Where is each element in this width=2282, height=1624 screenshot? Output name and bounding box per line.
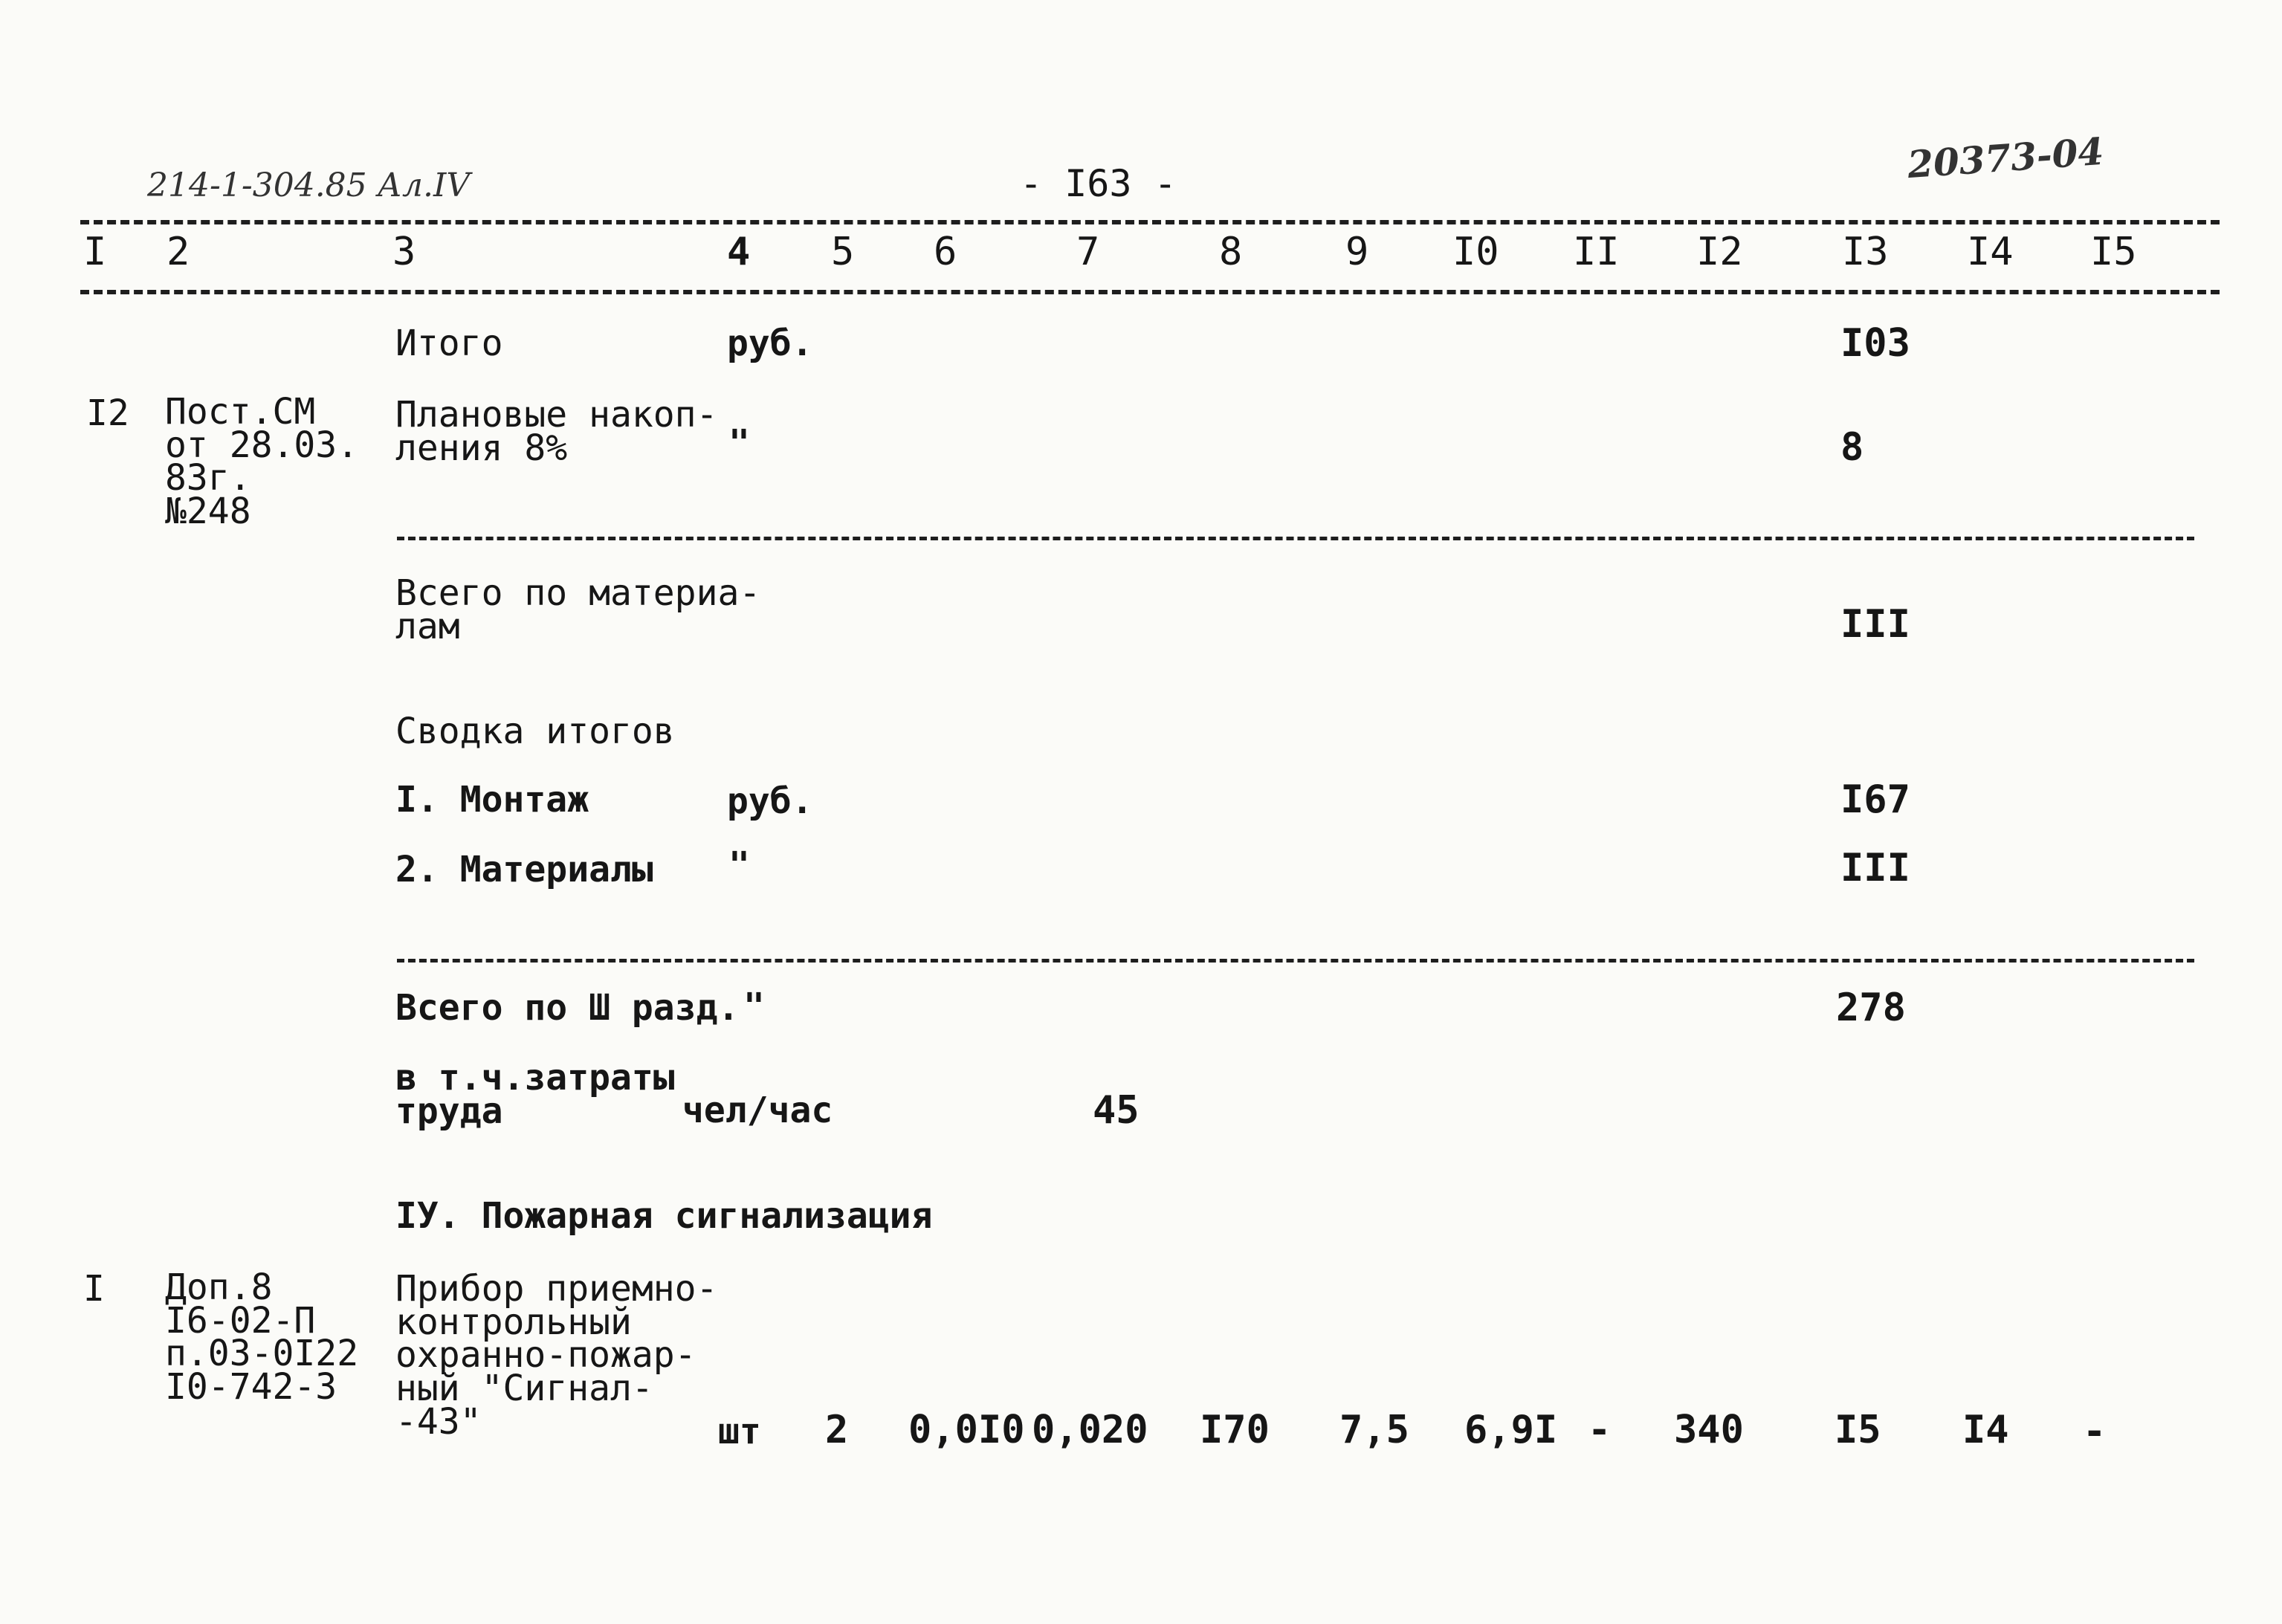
row-device-col5: 2 xyxy=(825,1408,849,1452)
row-itogo-label: Итого xyxy=(395,323,503,364)
column-number-11: II xyxy=(1573,230,1620,274)
row-device-col8: I70 xyxy=(1200,1408,1270,1452)
column-header-top-rule xyxy=(80,220,2220,224)
row-section-total-unit: " xyxy=(743,986,765,1027)
column-number-6: 6 xyxy=(934,230,957,274)
column-number-4: 4 xyxy=(727,230,751,274)
page-number: - I63 - xyxy=(1020,162,1177,205)
row-section-total-label: Всего по Ш разд. xyxy=(395,987,740,1029)
separator-materials xyxy=(397,537,2194,540)
summary-heading: Сводка итогов xyxy=(395,711,675,752)
row-labor-unit: чел/час xyxy=(682,1090,833,1131)
row-montazh-unit: руб. xyxy=(727,780,813,822)
column-number-14: I4 xyxy=(1967,230,2014,274)
document-stamp: 20373-04 xyxy=(1906,129,2105,187)
row-device-col14: I4 xyxy=(1962,1408,2009,1452)
row-itogo-total: I03 xyxy=(1840,321,1910,366)
row-section-total-value: 278 xyxy=(1836,986,1906,1030)
column-number-8: 8 xyxy=(1219,230,1243,274)
row-device-col11: - xyxy=(1588,1408,1612,1452)
column-number-1: I xyxy=(83,230,107,274)
row-device-col15: - xyxy=(2083,1409,2107,1454)
row-device-col12: 340 xyxy=(1674,1408,1744,1452)
row-montazh-label: I. Монтаж xyxy=(395,779,589,821)
row-materialy-total: III xyxy=(1840,846,1910,890)
row-device-basis: Доп.8 I6-02-П п.03-0I22 I0-742-3 xyxy=(165,1266,359,1408)
row-device-col9: 7,5 xyxy=(1339,1408,1409,1452)
row-device-col6: 0,0I0 xyxy=(908,1408,1025,1452)
separator-section-total xyxy=(397,959,2194,963)
row-device-unit: шт xyxy=(718,1411,761,1452)
row-planned-number: I2 xyxy=(86,392,129,434)
row-planned-basis: Пост.СМ от 28.03. 83г. №248 xyxy=(165,391,359,532)
row-itogo-unit: руб. xyxy=(727,323,813,364)
row-planned-total: 8 xyxy=(1840,425,1864,470)
column-number-3: 3 xyxy=(392,230,416,274)
column-number-2: 2 xyxy=(167,230,190,274)
row-device-number: I xyxy=(83,1268,105,1310)
row-planned-unit: " xyxy=(728,422,750,464)
column-header-bottom-rule xyxy=(80,290,2220,294)
column-number-10: I0 xyxy=(1452,230,1499,274)
column-number-5: 5 xyxy=(831,230,855,274)
row-materialy-label: 2. Материалы xyxy=(395,849,653,890)
row-montazh-total: I67 xyxy=(1840,777,1910,822)
section-heading: IУ. Пожарная сигнализация xyxy=(395,1195,933,1237)
row-device-col13: I5 xyxy=(1835,1408,1881,1452)
row-labor-value: 45 xyxy=(1093,1088,1140,1133)
row-device-col10: 6,9I xyxy=(1464,1408,1558,1452)
column-number-9: 9 xyxy=(1345,230,1369,274)
row-materials-total-value: III xyxy=(1840,602,1910,647)
row-device-label: Прибор приемно- контрольный охранно-пожар- ный "Сигнал- -43" xyxy=(395,1268,718,1443)
column-number-15: I5 xyxy=(2090,230,2137,274)
document-code: 214-1-304.85 Ал.IV xyxy=(147,166,471,204)
column-number-7: 7 xyxy=(1076,230,1100,274)
row-materials-total-label: Всего по материа- лам xyxy=(395,572,761,647)
row-labor-label: в т.ч.затраты труда xyxy=(395,1057,675,1132)
row-materialy-unit: " xyxy=(728,844,750,886)
column-number-12: I2 xyxy=(1696,230,1743,274)
row-planned-label: Плановые накоп- ления 8% xyxy=(395,394,718,469)
column-number-13: I3 xyxy=(1842,230,1889,274)
row-device-col7: 0,020 xyxy=(1032,1408,1148,1452)
